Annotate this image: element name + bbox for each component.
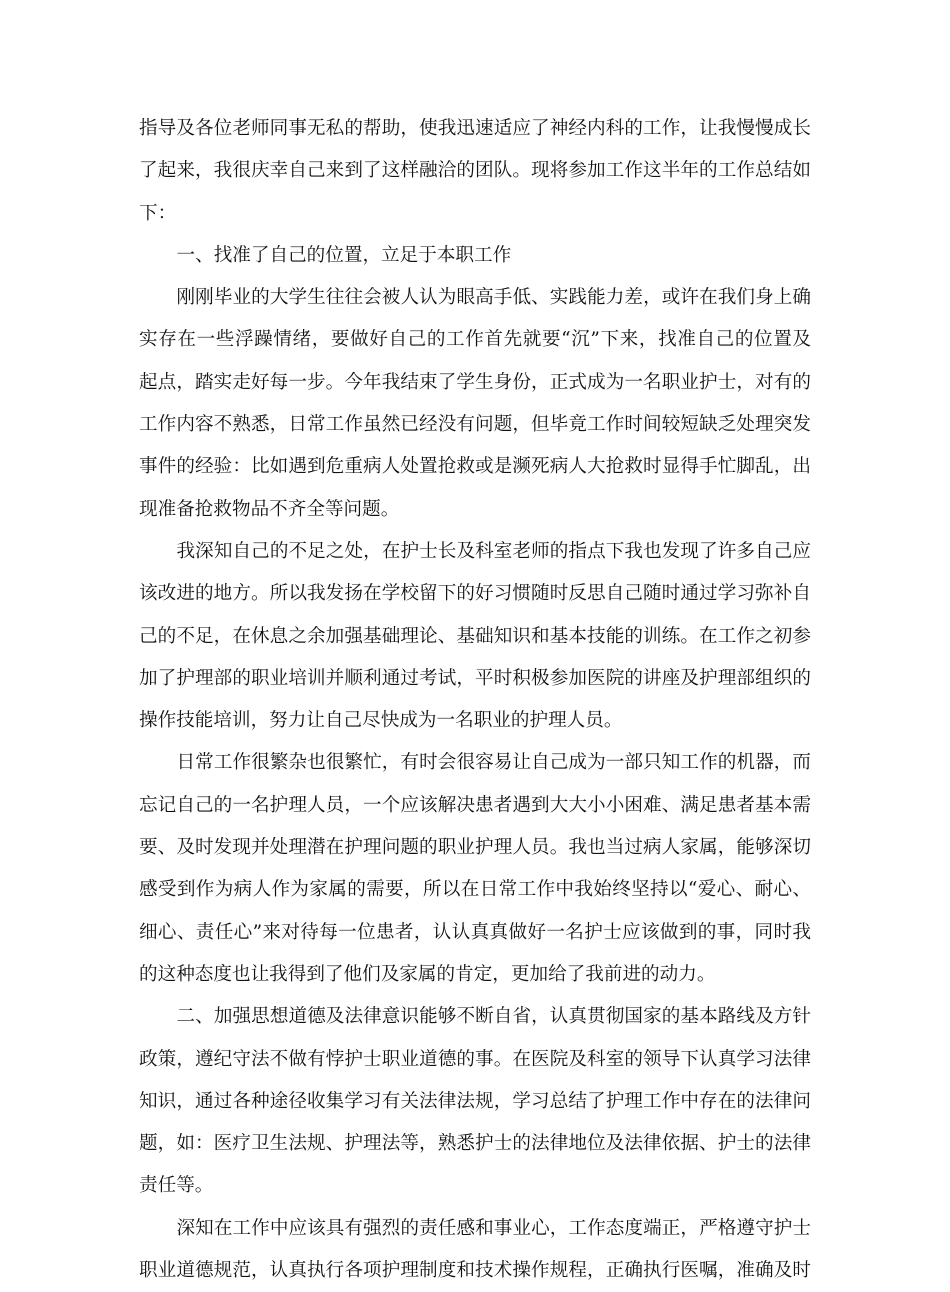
text-line: 工作内容不熟悉，日常工作虽然已经没有问题，但毕竟工作时间较短缺乏处理突发: [139, 414, 811, 436]
text-line: 加了护理部的职业培训并顺利通过考试，平时积极参加医院的讲座及护理部组织的: [139, 667, 811, 689]
section-heading-1: 一、找准了自己的位置，立足于本职工作: [176, 244, 512, 266]
text-line: 起点，踏实走好每一步。今年我结束了学生身份，正式成为一名职业护士，对有的: [139, 371, 811, 393]
text-line: 深知在工作中应该具有强烈的责任感和事业心，工作态度端正，严格遵守护士: [176, 1217, 811, 1239]
text-line: 了起来，我很庆幸自己来到了这样融洽的团队。现将参加工作这半年的工作总结如: [139, 160, 811, 182]
text-line: 职业道德规范，认真执行各项护理制度和技术操作规程，正确执行医嘱，准确及时: [139, 1260, 811, 1282]
text-line: 指导及各位老师同事无私的帮助，使我迅速适应了神经内科的工作，让我慢慢成长: [139, 118, 811, 139]
text-line: 忘记自己的一名护理人员，一个应该解决患者遇到大大小小困难、满足患者基本需: [139, 794, 811, 816]
section-heading-2: 二、加强思想道德及法律意识能够不断自省，认真贯彻国家的基本路线及方针: [176, 1006, 811, 1028]
text-line: 现准备抢救物品不齐全等问题。: [139, 498, 400, 520]
text-line: 操作技能培训，努力让自己尽快成为一名职业的护理人员。: [139, 710, 623, 732]
text-line: 下：: [139, 202, 177, 224]
text-line: 知识，通过各种途径收集学习有关法律法规，学习总结了护理工作中存在的法律问: [139, 1090, 811, 1112]
text-line: 题，如：医疗卫生法规、护理法等，熟悉护士的法律地位及法律依据、护士的法律: [139, 1133, 811, 1155]
text-line: 日常工作很繁杂也很繁忙，有时会很容易让自己成为一部只知工作的机器，而: [176, 752, 811, 774]
text-line: 责任等。: [139, 1175, 214, 1197]
text-line: 该改进的地方。所以我发扬在学校留下的好习惯随时反思自己随时通过学习弥补自: [139, 583, 811, 605]
text-line: 我深知自己的不足之处，在护士长及科室老师的指点下我也发现了许多自己应: [176, 540, 811, 562]
text-line: 感受到作为病人作为家属的需要，所以在日常工作中我始终坚持以“爱心、耐心、: [139, 879, 811, 901]
text-line: 的这种态度也让我得到了他们及家属的肯定，更加给了我前进的动力。: [139, 963, 716, 985]
document-body: [139, 108, 811, 1292]
text-line: 要、及时发现并处理潜在护理问题的职业护理人员。我也当过病人家属，能够深切: [139, 837, 811, 859]
text-line: 己的不足，在休息之余加强基础理论、基础知识和基本技能的训练。在工作之初参: [139, 625, 811, 647]
text-line: 细心、责任心”来对待每一位患者，认认真真做好一名护士应该做到的事，同时我: [139, 921, 811, 943]
text-line: 事件的经验：比如遇到危重病人处置抢救或是濒死病人大抢救时显得手忙脚乱，出: [139, 456, 811, 478]
text-line: 政策，遵纪守法不做有悖护士职业道德的事。在医院及科室的领导下认真学习法律: [139, 1048, 811, 1070]
text-line: 刚刚毕业的大学生往往会被人认为眼高手低、实践能力差，或许在我们身上确: [176, 287, 811, 309]
text-line: 实存在一些浮躁情绪，要做好自己的工作首先就要“沉”下来，找准自己的位置及: [139, 329, 811, 351]
